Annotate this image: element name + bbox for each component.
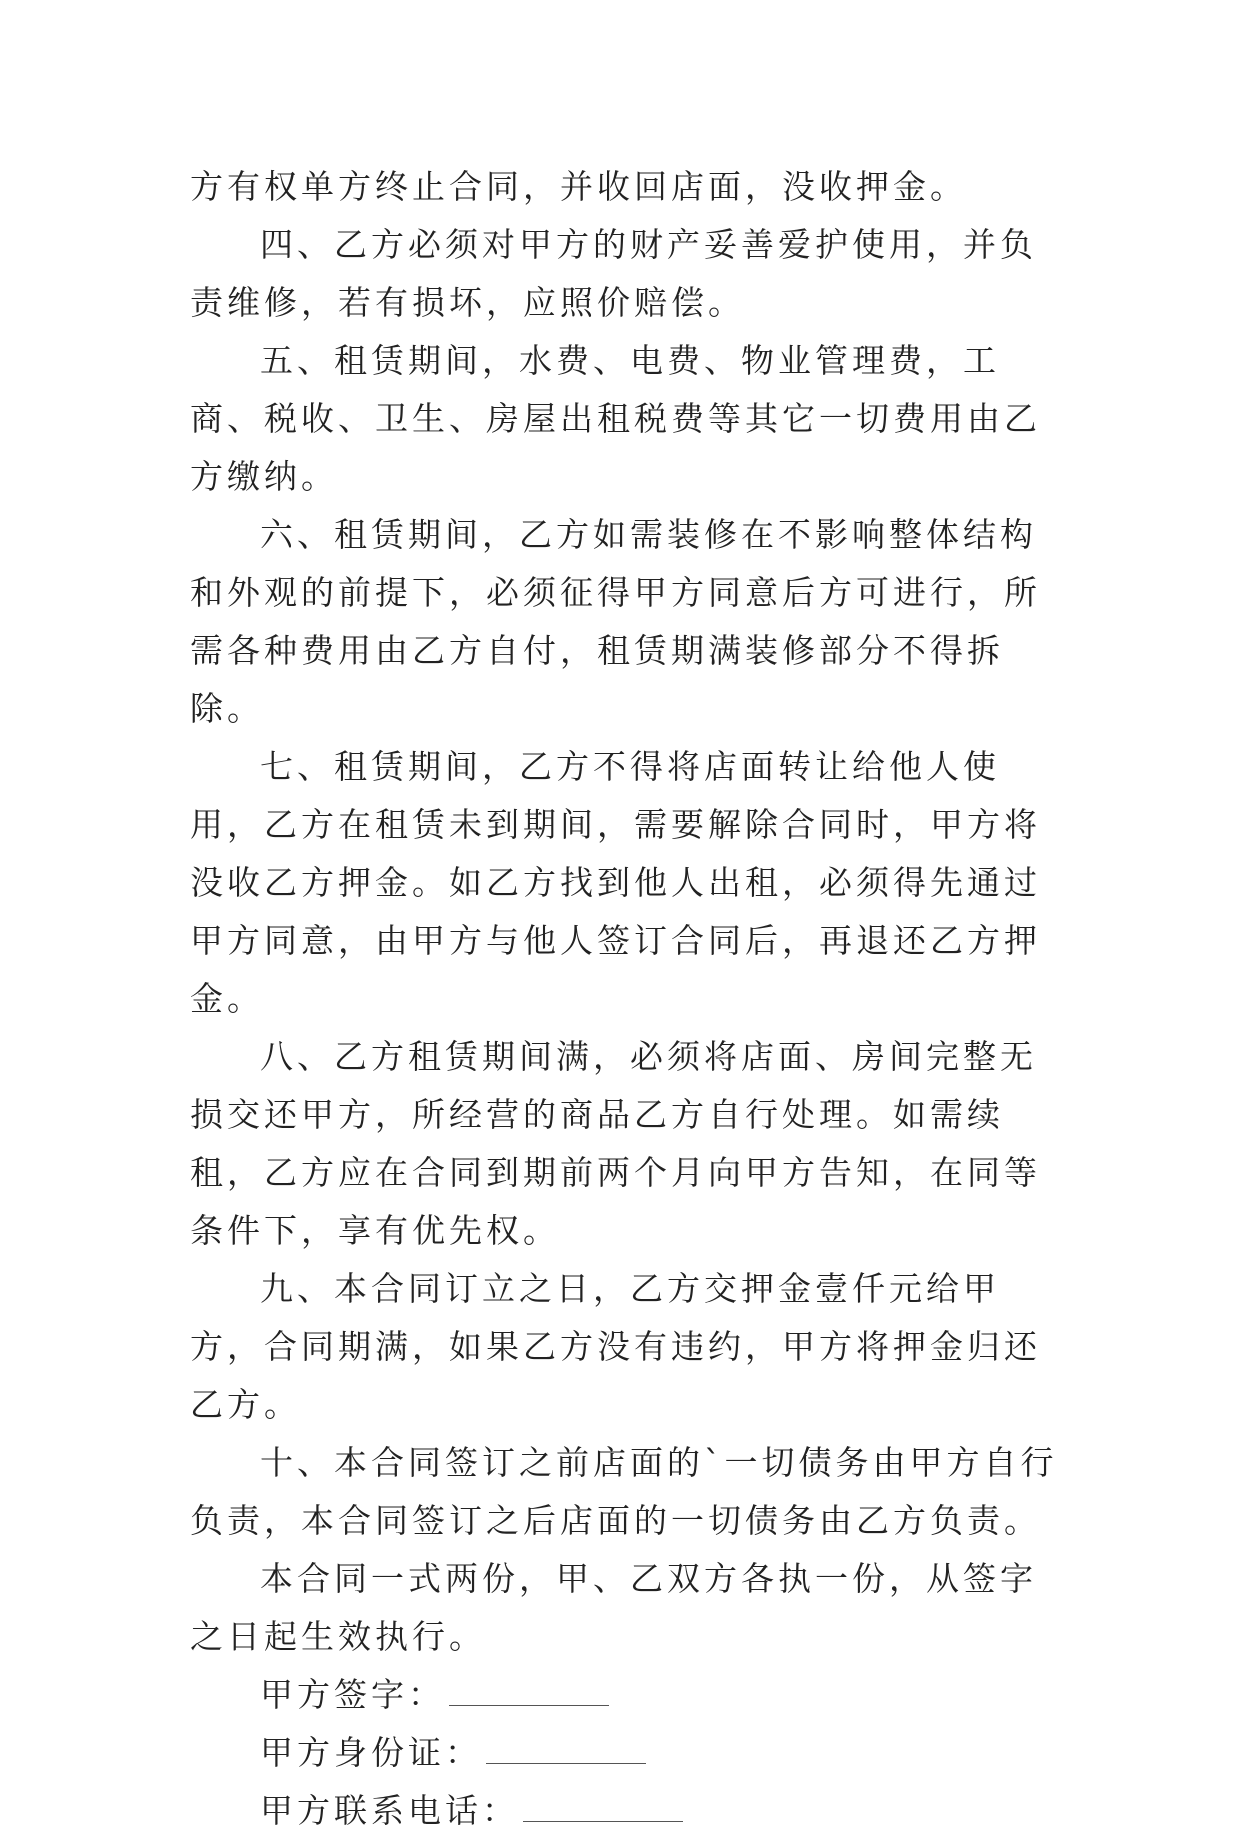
signature-label: 甲方签字： [260,1675,445,1714]
id-card-blank-line[interactable] [486,1727,646,1764]
clause-6: 六、租赁期间，乙方如需装修在不影响整体结构和外观的前提下，必须征得甲方同意后方可进行，所需各种费用由乙方自付，租赁期满装修部分不得拆除。 [190,515,1041,728]
phone-label: 甲方联系电话： [260,1791,519,1830]
clause-9: 九、本合同订立之日，乙方交押金壹仟元给甲方，合同期满，如果乙方没有违约，甲方将押金归还乙方。 [190,1269,1041,1424]
closing-statement: 本合同一式两份，甲、乙双方各执一份，从签字之日起生效执行。 [190,1559,1037,1656]
phone-blank-line[interactable] [523,1785,683,1822]
signature-blank-line[interactable] [449,1669,609,1706]
clause-7: 七、租赁期间，乙方不得将店面转让给他人使用，乙方在租赁未到期间，需要解除合同时，甲方将没收乙方押金。如乙方找到他人出租，必须得先通过甲方同意，由甲方与他人签订合同后，再退还乙方押金。 [190,747,1041,1018]
id-card-label: 甲方身份证： [260,1733,482,1772]
clause-5: 五、租赁期间，水费、电费、物业管理费，工商、税收、卫生、房屋出租税费等其它一切费用由乙方缴纳。 [190,341,1041,496]
clause-4: 四、乙方必须对甲方的财产妥善爱护使用，并负责维修，若有损坏，应照价赔偿。 [190,225,1037,322]
clause-8: 八、乙方租赁期间满，必须将店面、房间完整无损交还甲方，所经营的商品乙方自行处理。如需续租，乙方应在合同到期前两个月向甲方告知，在同等条件下，享有优先权。 [190,1037,1041,1250]
phone-field-party-a [190,1782,1060,1840]
paragraph-continuation: 方有权单方终止合同，并收回店面，没收押金。 [190,167,967,206]
document-body [190,158,1060,1840]
clause-10: 十、本合同签订之前店面的`一切债务由甲方自行负责，本合同签订之后店面的一切债务由乙方负责。 [190,1443,1058,1540]
id-card-field-party-a [190,1724,1060,1782]
signature-field-party-a [190,1666,1060,1724]
